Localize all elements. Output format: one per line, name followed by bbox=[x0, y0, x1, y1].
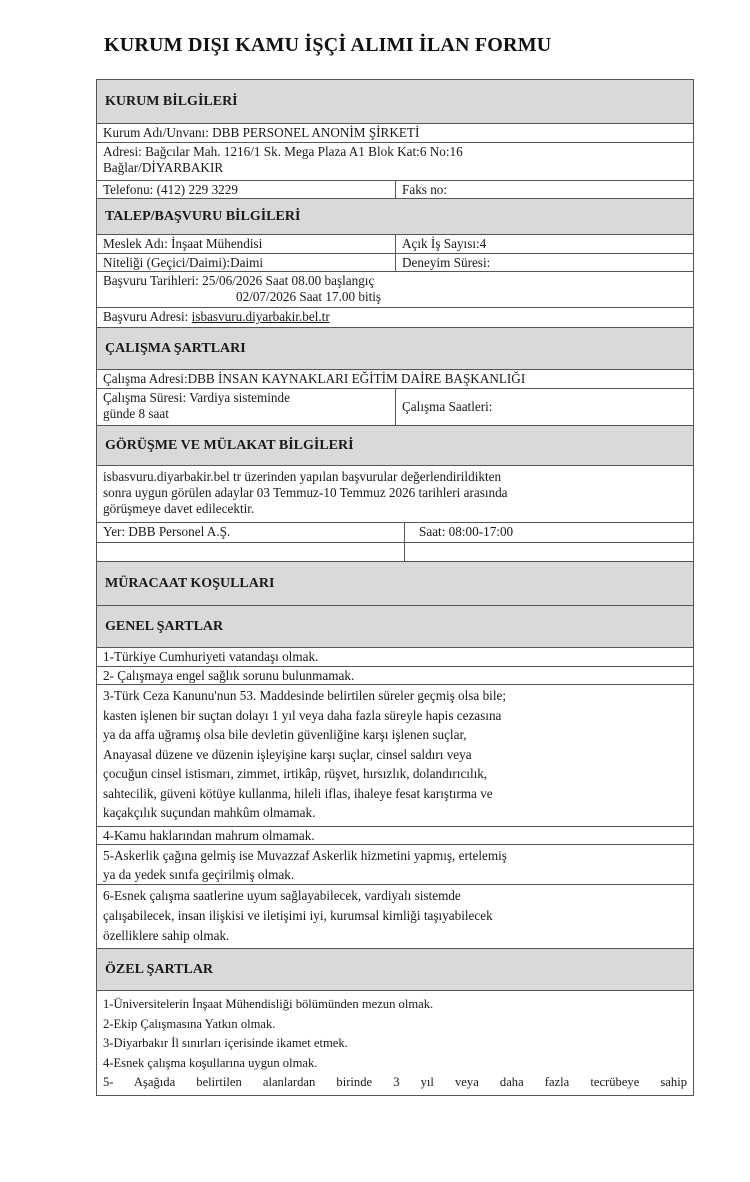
genel-item-3-line3: ya da affa uğramış olsa bile devletin güvenliğine karşı işlenen suçlar, bbox=[103, 727, 467, 742]
talep-dates-line2: 02/07/2026 Saat 17.00 bitiş bbox=[236, 289, 382, 304]
announcement-form bbox=[96, 79, 694, 1096]
row-calisma-duration bbox=[97, 389, 693, 426]
row-kurum-contact bbox=[97, 181, 693, 199]
ozel-items bbox=[97, 991, 693, 1095]
calisma-duration-line1: Çalışma Süresi: Vardiya sisteminde bbox=[103, 390, 290, 405]
talep-dates-line1: Başvuru Tarihleri: 25/06/2026 Saat 08.00 başlangıç bbox=[103, 273, 375, 288]
row-gorusme-place bbox=[97, 523, 693, 543]
genel-item-5-line1: 5-Askerlik çağına gelmiş ise Muvazzaf Askerlik hizmetini yapmış, ertelemiş bbox=[103, 848, 507, 863]
row-genel-item2 bbox=[97, 667, 693, 685]
row-genel-item6 bbox=[97, 885, 693, 949]
row-genel-item1 bbox=[97, 648, 693, 667]
talep-address-label: Başvuru Adresi: bbox=[103, 309, 192, 324]
ozel-item-5: 5- Aşağıda belirtilen alanlardan birinde 3 yıl veya daha fazla tecrübeye sahip bbox=[103, 1075, 687, 1089]
genel-item-3-line2: kasten işlenen bir suçtan dolayı 1 yıl veya daha fazla süreyle hapis cezasına bbox=[103, 707, 502, 723]
ozel-item-3: 3-Diyarbakır İl sınırları içerisinde ikamet etmek. bbox=[103, 1036, 348, 1050]
section-header-calisma: ÇALIŞMA ŞARTLARI bbox=[97, 328, 693, 370]
ozel-item-4: 4-Esnek çalışma koşullarına uygun olmak. bbox=[103, 1055, 318, 1070]
kurum-address-line2: Bağlar/DİYARBAKIR bbox=[103, 160, 224, 175]
genel-item-4: 4-Kamu haklarından mahrum olmamak. bbox=[103, 828, 315, 843]
gorusme-text-line3: görüşmeye davet edilecektir. bbox=[103, 501, 255, 516]
application-link[interactable]: isbasvuru.diyarbakir.bel.tr bbox=[191, 309, 330, 324]
kurum-address bbox=[97, 143, 693, 180]
page-title: KURUM DIŞI KAMU İŞÇİ ALIMI İLAN FORMU bbox=[104, 34, 552, 56]
gorusme-text-line2: sonra uygun görülen adaylar 03 Temmuz-10 Temmuz 2026 tarihleri arasında bbox=[103, 485, 508, 500]
genel-item-1: 1-Türkiye Cumhuriyeti vatandaşı olmak. bbox=[103, 649, 319, 664]
gorusme-place: Yer: DBB Personel A.Ş. bbox=[97, 523, 405, 542]
genel-item-5 bbox=[97, 845, 693, 884]
genel-item-3-line1: 3-Türk Ceza Kanunu'nun 53. Maddesinde belirtilen süreler geçmiş olsa bile; bbox=[103, 688, 507, 703]
row-ozel-items bbox=[97, 991, 693, 1095]
genel-item-3-line6: sahtecilik, güveni kötüye kullanma, hileli iflas, ihaleye fesat karıştırma ve bbox=[103, 785, 493, 801]
row-genel-item3 bbox=[97, 685, 693, 827]
row-gorusme-empty bbox=[97, 543, 693, 562]
row-talep-dates bbox=[97, 272, 693, 308]
section-header-talep: TALEP/BAŞVURU BİLGİLERİ bbox=[97, 199, 693, 235]
section-header-genel: GENEL ŞARTLAR bbox=[97, 606, 693, 648]
gorusme-text bbox=[97, 466, 693, 522]
talep-dates bbox=[97, 272, 693, 307]
row-talep-profession bbox=[97, 235, 693, 254]
genel-item-3-line4: Anayasal düzene ve düzenin işleyişine karşı suçlar, cinsel saldırı veya bbox=[103, 746, 472, 762]
gorusme-time: Saat: 08:00-17:00 bbox=[419, 524, 514, 539]
talep-address bbox=[97, 308, 693, 327]
section-header-gorusme: GÖRÜŞME VE MÜLAKAT BİLGİLERİ bbox=[97, 426, 693, 466]
ozel-item-1: 1-Üniversitelerin İnşaat Mühendisliği bölümünden mezun olmak. bbox=[103, 997, 434, 1011]
empty-cell-right bbox=[405, 543, 693, 561]
genel-item-3-line5: çocuğun cinsel istismarı, zimmet, irtikâp, rüşvet, hırsızlık, dolandırıcılık, bbox=[103, 766, 488, 781]
row-kurum-name bbox=[97, 124, 693, 143]
kurum-address-line1: Adresi: Bağcılar Mah. 1216/1 Sk. Mega Plaza A1 Blok Kat:6 No:16 bbox=[103, 144, 463, 159]
calisma-hours: Çalışma Saatleri: bbox=[402, 399, 493, 414]
section-header-ozel: ÖZEL ŞARTLAR bbox=[97, 949, 693, 991]
talep-nature: Niteliği (Geçici/Daimi):Daimi bbox=[97, 254, 396, 271]
genel-item-3 bbox=[97, 685, 693, 826]
row-genel-item5 bbox=[97, 845, 693, 885]
genel-item-6-line1: 6-Esnek çalışma saatlerine uyum sağlayabilecek, vardiyalı sistemde bbox=[103, 888, 461, 903]
talep-open-jobs: Açık İş Sayısı:4 bbox=[402, 236, 487, 251]
genel-item-6 bbox=[97, 885, 693, 948]
calisma-address: Çalışma Adresi:DBB İNSAN KAYNAKLARI EĞİTİM DAİRE BAŞKANLIĞI bbox=[103, 371, 526, 386]
row-talep-address bbox=[97, 308, 693, 328]
genel-item-3-line7: kaçakçılık suçundan mahkûm olmamak. bbox=[103, 805, 316, 820]
genel-item-6-line2: çalışabilecek, insan ilişkisi ve iletişimi iyi, kurumsal kimliği taşıyabilecek bbox=[103, 908, 493, 923]
genel-item-6-line3: özelliklere sahip olmak. bbox=[103, 928, 230, 943]
talep-profession: Meslek Adı: İnşaat Mühendisi bbox=[97, 235, 396, 253]
gorusme-text-line1: isbasvuru.diyarbakir.bel tr üzerinden yapılan başvurular değerlendirildikten bbox=[103, 469, 502, 484]
ozel-item-2: 2-Ekip Çalışmasına Yatkın olmak. bbox=[103, 1016, 276, 1031]
genel-item-2: 2- Çalışmaya engel sağlık sorunu bulunmamak. bbox=[103, 668, 355, 683]
kurum-phone: Telefonu: (412) 229 3229 bbox=[97, 181, 396, 198]
talep-trial: Deneyim Süresi: bbox=[402, 255, 491, 270]
row-talep-nature bbox=[97, 254, 693, 272]
genel-item-5-line2: ya da yedek sınıfa geçirilmiş olmak. bbox=[103, 867, 295, 882]
row-calisma-address bbox=[97, 370, 693, 389]
calisma-duration-line2: günde 8 saat bbox=[103, 406, 169, 421]
row-gorusme-text bbox=[97, 466, 693, 523]
empty-cell-left bbox=[97, 543, 405, 561]
section-header-muracaat: MÜRACAAT KOŞULLARI bbox=[97, 562, 693, 606]
row-genel-item4 bbox=[97, 827, 693, 845]
section-header-kurum: KURUM BİLGİLERİ bbox=[97, 80, 693, 124]
calisma-duration bbox=[97, 389, 396, 425]
row-kurum-address bbox=[97, 143, 693, 181]
kurum-fax: Faks no: bbox=[402, 182, 448, 197]
kurum-name: Kurum Adı/Unvanı: DBB PERSONEL ANONİM ŞİRKETİ bbox=[103, 125, 420, 140]
